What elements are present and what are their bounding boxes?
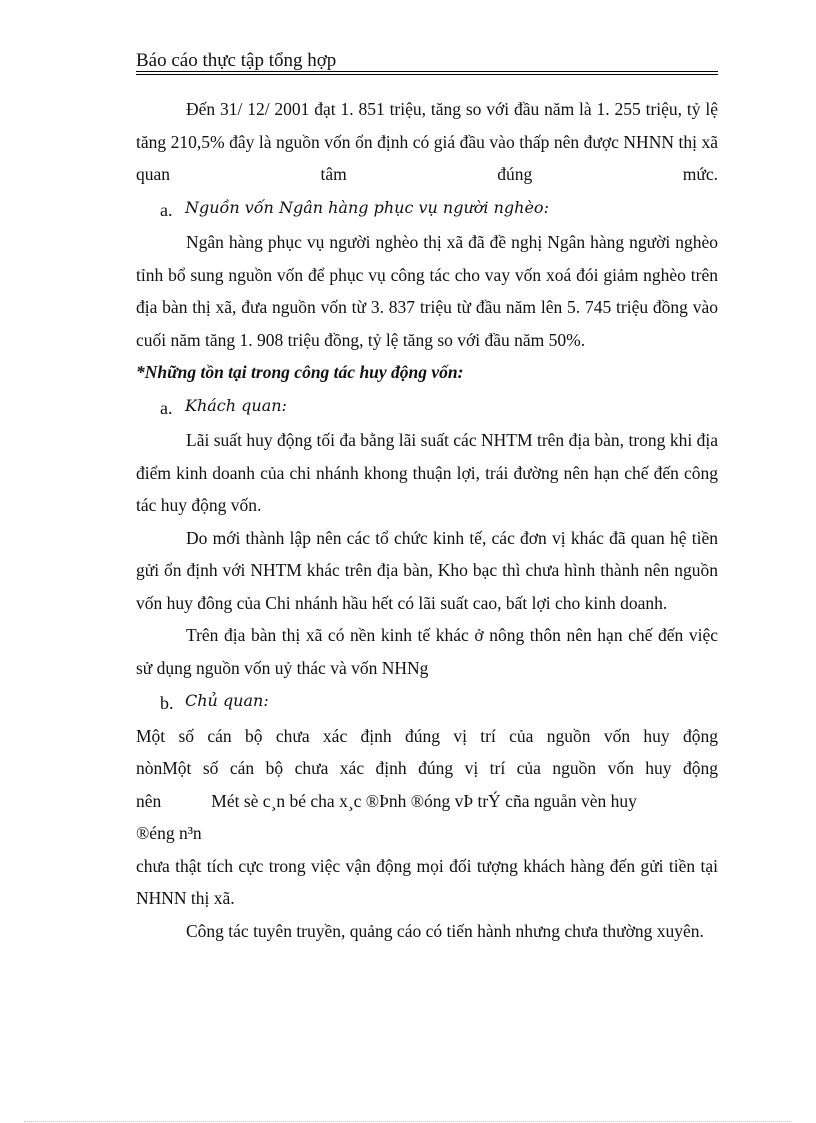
page-bottom-border [24, 1121, 792, 1122]
section-label-a-objective [136, 389, 718, 425]
paragraph-8: Công tác tuyên truyền, quảng cáo có tiến hành nhưng chưa thường xuyên. [186, 920, 704, 941]
label-text: Khách quan: [185, 395, 287, 415]
label-marker: a. [160, 397, 173, 418]
paragraph-6-line-1: Một số cán bộ chưa xác định đúng vị trí của nguồn vốn huy động [136, 725, 718, 746]
label-marker: b. [160, 693, 174, 713]
header-rule [136, 71, 718, 72]
page-header [136, 50, 718, 74]
body-text [136, 93, 718, 947]
label-text: Chủ quan: [185, 691, 269, 710]
paragraph-1: Đến 31/ 12/ 2001 đạt 1. 851 triệu, tăng so với đầu năm là 1. 255 triệu, tỷ lệ tăng 210,5% đây là nguồn vốn ổn định có giá đầu vào thấp nên được NHNN thị xã quan tâm đúng mức. [136, 99, 718, 184]
label-marker: a. [160, 199, 173, 220]
garbled-text: Mét sè c¸n bé cha x¸c ®Þnh ®óng vÞ trÝ cña nguån vèn huy [211, 790, 637, 811]
garbled-prefix: nên [136, 790, 162, 811]
section-label-b-subjective [136, 684, 718, 720]
paragraph-2: Ngân hàng phục vụ người nghèo thị xã đã đề nghị Ngân hàng người nghèo tỉnh bổ sung nguồn vốn để phục vụ công tác cho vay vốn xoá đói giảm nghèo trên địa bàn thị xã, đưa nguồn vốn từ 3. 837 triệu từ đầu năm lên 5. 745 triệu đồng vào cuối năm tăng 1. 908 triệu đồng, tỷ lệ tăng so với đầu năm 50%. [136, 232, 718, 350]
header-rule-thick [136, 74, 718, 75]
paragraph-7: chưa thật tích cực trong việc vận động mọi đối tượng khách hàng đến gửi tiền tại NHNN thị xã. [136, 855, 718, 908]
paragraph-6-line-2: nònMột số cán bộ chưa xác định đúng vị trí của nguồn vốn huy động [136, 758, 718, 778]
paragraph-4: Do mới thành lập nên các tổ chức kinh tế, các đơn vị khác đã quan hệ tiền gửi ổn định với NHTM khác trên địa bàn, Kho bạc thì chưa hình thành nên nguồn vốn huy đông của Chi nhánh hầu hết có lãi suất cao, bất lợi cho kinh doanh. [136, 527, 718, 613]
paragraph-6-line-4: ®éng n³n [136, 823, 202, 843]
paragraph-5: Trên địa bàn thị xã có nền kinh tế khác ở nông thôn nên hạn chế đến việc sử dụng nguồn vốn uỷ thác và vốn NHNg [136, 625, 718, 678]
section-label-a-poor-fund [136, 191, 718, 227]
label-text: Nguồn vốn Ngân hàng phục vụ người nghèo: [185, 197, 549, 217]
header-title: Báo cáo thực tập tổng hợp [136, 50, 337, 71]
section-heading: *Những tồn tại trong công tác huy động vốn: [136, 362, 464, 382]
paragraph-3: Lãi suất huy động tối đa bằng lãi suất các NHTM trên địa bàn, trong khi địa điểm kinh doanh của chi nhánh khong thuận lợi, trái đường nên hạn chế đến công tác huy động vốn. [136, 430, 718, 515]
paragraph-6-line-3 [136, 785, 718, 818]
